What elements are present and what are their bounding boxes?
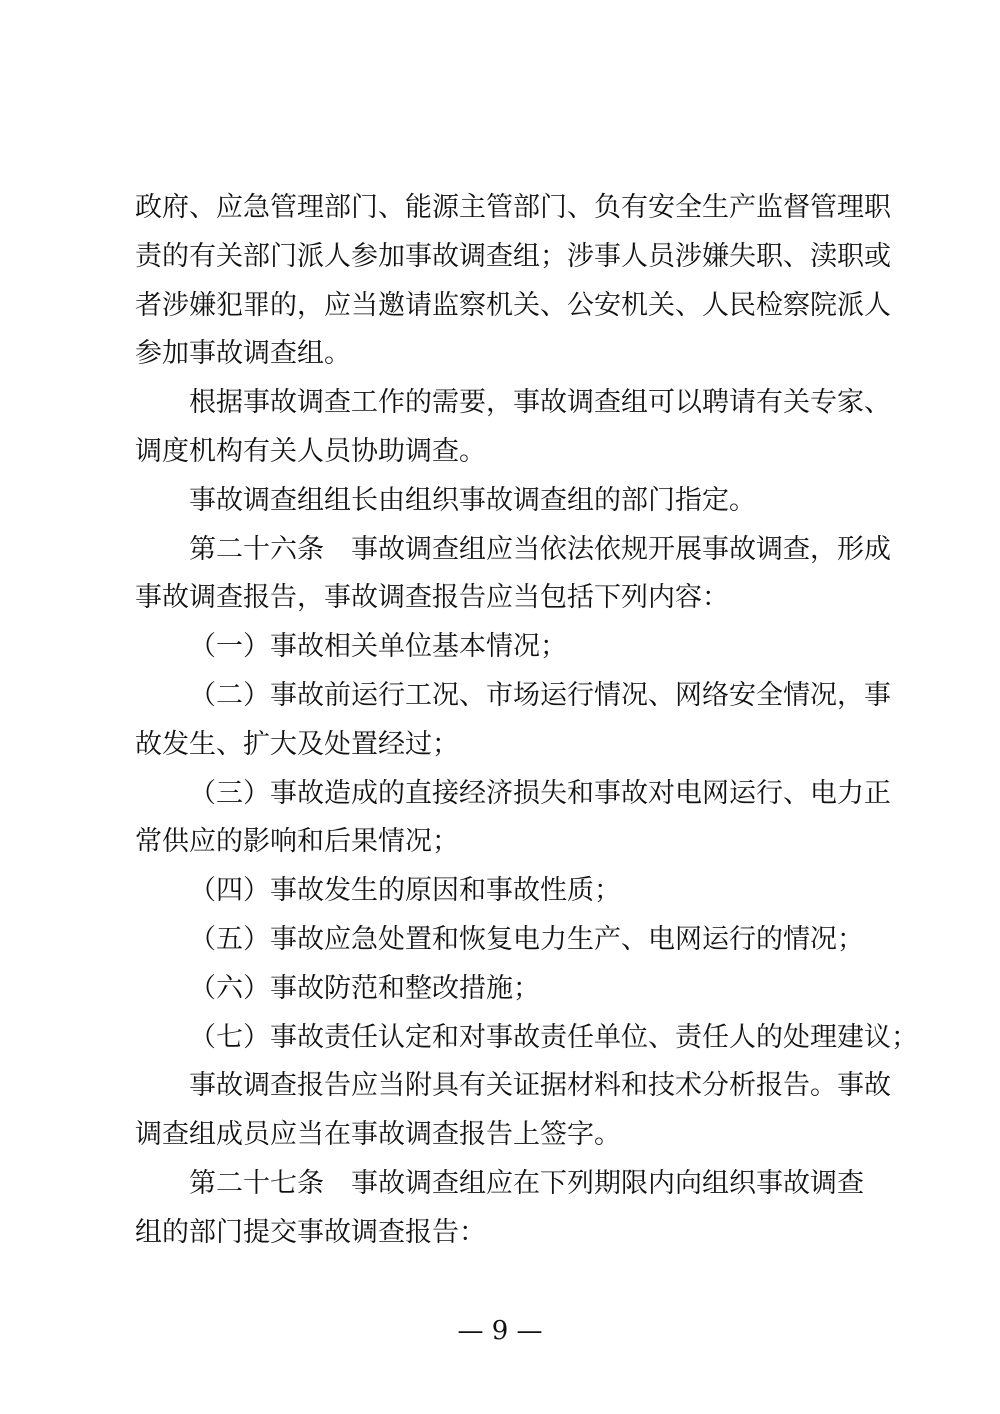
text-line: （六）事故防范和整改措施； bbox=[189, 972, 540, 1004]
text-line: 者涉嫌犯罪的，应当邀请监察机关、公安机关、人民检察院派人 bbox=[135, 289, 891, 321]
text-line: （五）事故应急处置和恢复电力生产、电网运行的情况； bbox=[189, 923, 864, 955]
text-line: 参加事故调查组。 bbox=[135, 338, 351, 370]
text-line: 第二十七条 事故调查组应在下列期限内向组织事故调查 bbox=[189, 1167, 864, 1199]
body-text bbox=[135, 184, 918, 1258]
text-line: 责的有关部门派人参加事故调查组；涉事人员涉嫌失职、渎职或 bbox=[135, 240, 891, 272]
text-line: 事故调查组组长由组织事故调查组的部门指定。 bbox=[189, 484, 756, 516]
text-line: （七）事故责任认定和对事故责任单位、责任人的处理建议； bbox=[189, 1021, 918, 1053]
text-line: 事故调查报告，事故调查报告应当包括下列内容： bbox=[135, 582, 729, 614]
text-line: 政府、应急管理部门、能源主管部门、负有安全生产监督管理职 bbox=[135, 192, 891, 223]
text-line: （三）事故造成的直接经济损失和事故对电网运行、电力正 bbox=[189, 777, 891, 809]
text-line: （二）事故前运行工况、市场运行情况、网络安全情况，事 bbox=[189, 679, 891, 711]
text-line: 调度机构有关人员协助调查。 bbox=[135, 435, 486, 467]
text-line: 根据事故调查工作的需要，事故调查组可以聘请有关专家、 bbox=[189, 387, 891, 419]
text-line: 调查组成员应当在事故调查报告上签字。 bbox=[135, 1119, 621, 1151]
text-line: （四）事故发生的原因和事故性质； bbox=[189, 875, 621, 907]
page-number: — 9 — bbox=[457, 1316, 543, 1346]
text-line: （一）事故相关单位基本情况； bbox=[189, 631, 567, 663]
text-line: 组的部门提交事故调查报告： bbox=[135, 1216, 486, 1248]
text-line: 第二十六条 事故调查组应当依法依规开展事故调查，形成 bbox=[189, 533, 891, 565]
text-line: 常供应的影响和后果情况； bbox=[135, 826, 459, 858]
text-line: 事故调查报告应当附具有关证据材料和技术分析报告。事故 bbox=[189, 1070, 891, 1102]
text-line: 故发生、扩大及处置经过； bbox=[135, 728, 459, 760]
